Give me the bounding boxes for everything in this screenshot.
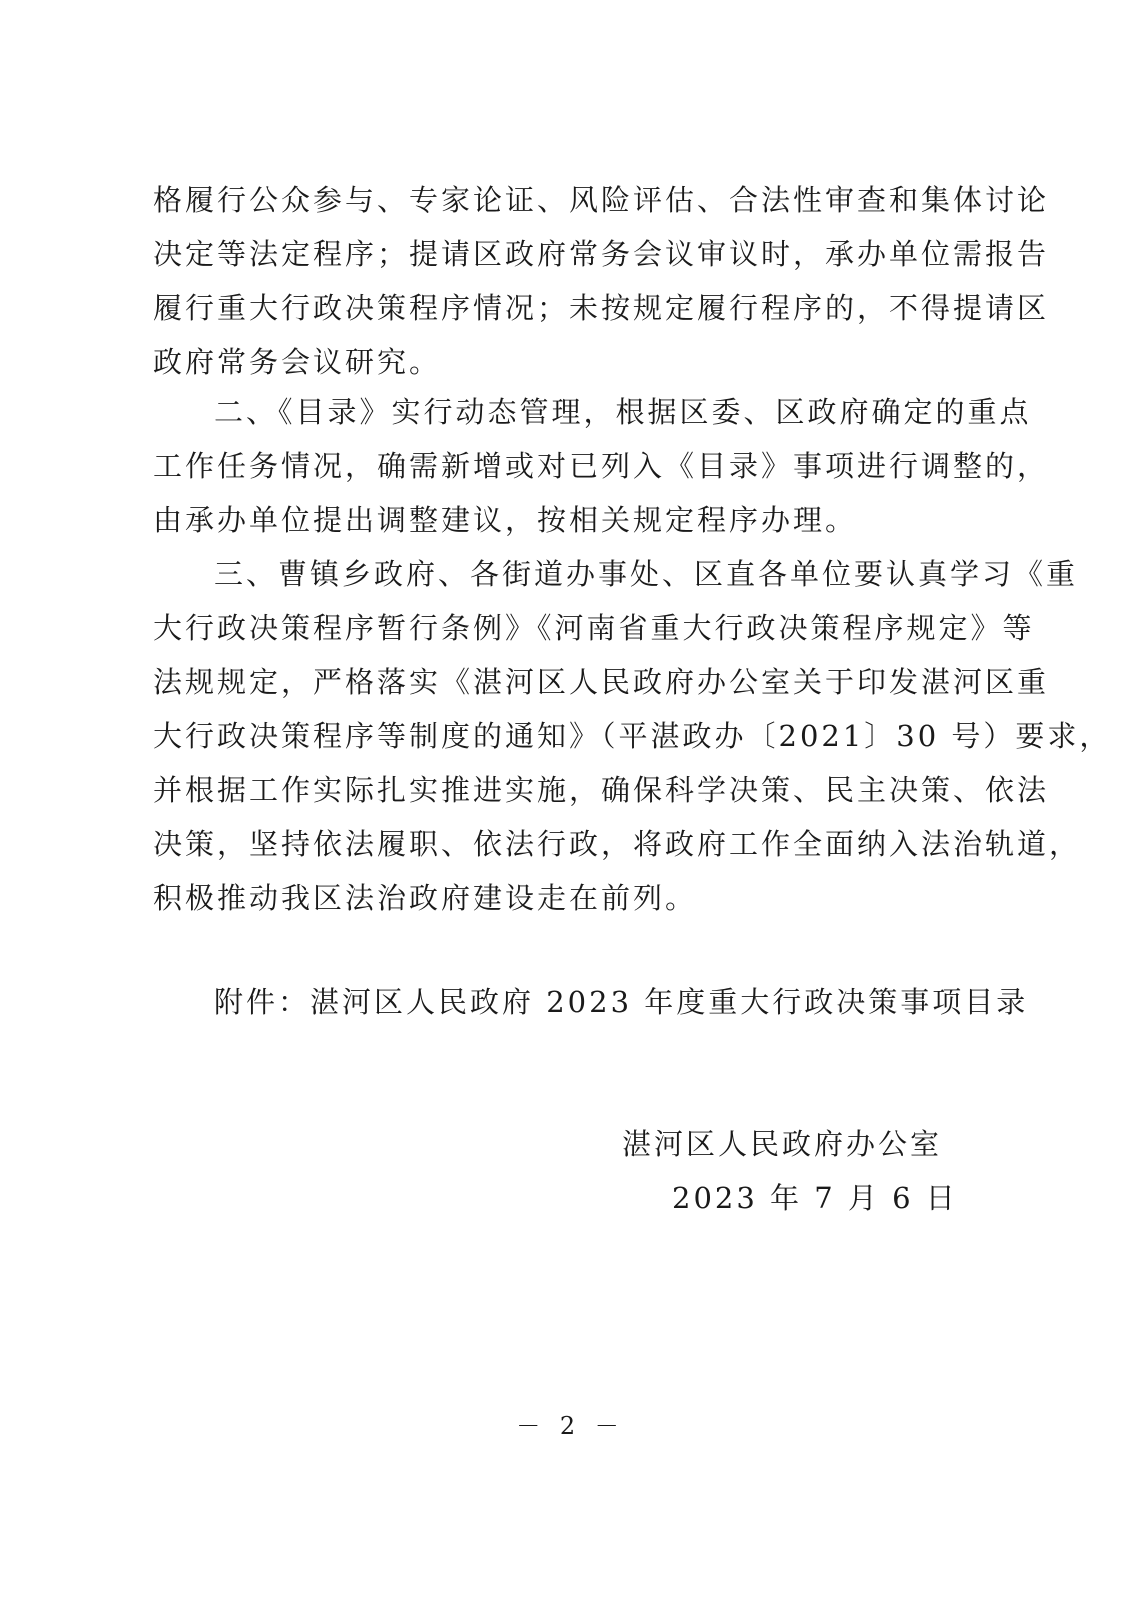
paragraph-3-line-1: 三、曹镇乡政府、各街道办事处、区直各单位要认真学习《重 (214, 557, 1079, 591)
paragraph-3-line-4: 大行政决策程序等制度的通知》（平湛政办〔2021〕30 号）要求， (153, 719, 1112, 753)
paragraph-3-line-6: 决策，坚持依法履职、依法行政，将政府工作全面纳入法治轨道， (153, 827, 1082, 861)
paragraph-1-line-1: 格履行公众参与、专家论证、风险评估、合法性审查和集体讨论 (153, 183, 1050, 217)
paragraph-2-line-1: 二、《目录》实行动态管理，根据区委、区政府确定的重点 (214, 395, 1032, 429)
paragraph-3-line-7: 积极推动我区法治政府建设走在前列。 (153, 881, 698, 915)
paragraph-1-line-3: 履行重大行政决策程序情况；未按规定履行程序的，不得提请区 (153, 291, 1050, 325)
attachment-line: 附件：湛河区人民政府 2023 年度重大行政决策事项目录 (214, 985, 1029, 1019)
paragraph-2-line-2: 工作任务情况，确需新增或对已列入《目录》事项进行调整的， (153, 449, 1050, 483)
paragraph-1-line-2: 决定等法定程序；提请区政府常务会议审议时，承办单位需报告 (153, 237, 1050, 271)
paragraph-3-line-5: 并根据工作实际扎实推进实施，确保科学决策、民主决策、依法 (153, 773, 1050, 807)
page-number: － 2 － (516, 1412, 625, 1440)
signature-organization: 湛河区人民政府办公室 (622, 1127, 943, 1161)
paragraph-1-line-4: 政府常务会议研究。 (153, 345, 442, 379)
paragraph-3-line-3: 法规规定，严格落实《湛河区人民政府办公室关于印发湛河区重 (153, 665, 1050, 699)
paragraph-3-line-2: 大行政决策程序暂行条例》《河南省重大行政决策程序规定》等 (153, 611, 1035, 645)
paragraph-2-line-3: 由承办单位提出调整建议，按相关规定程序办理。 (153, 503, 858, 537)
signature-date: 2023 年 7 月 6 日 (672, 1181, 958, 1215)
